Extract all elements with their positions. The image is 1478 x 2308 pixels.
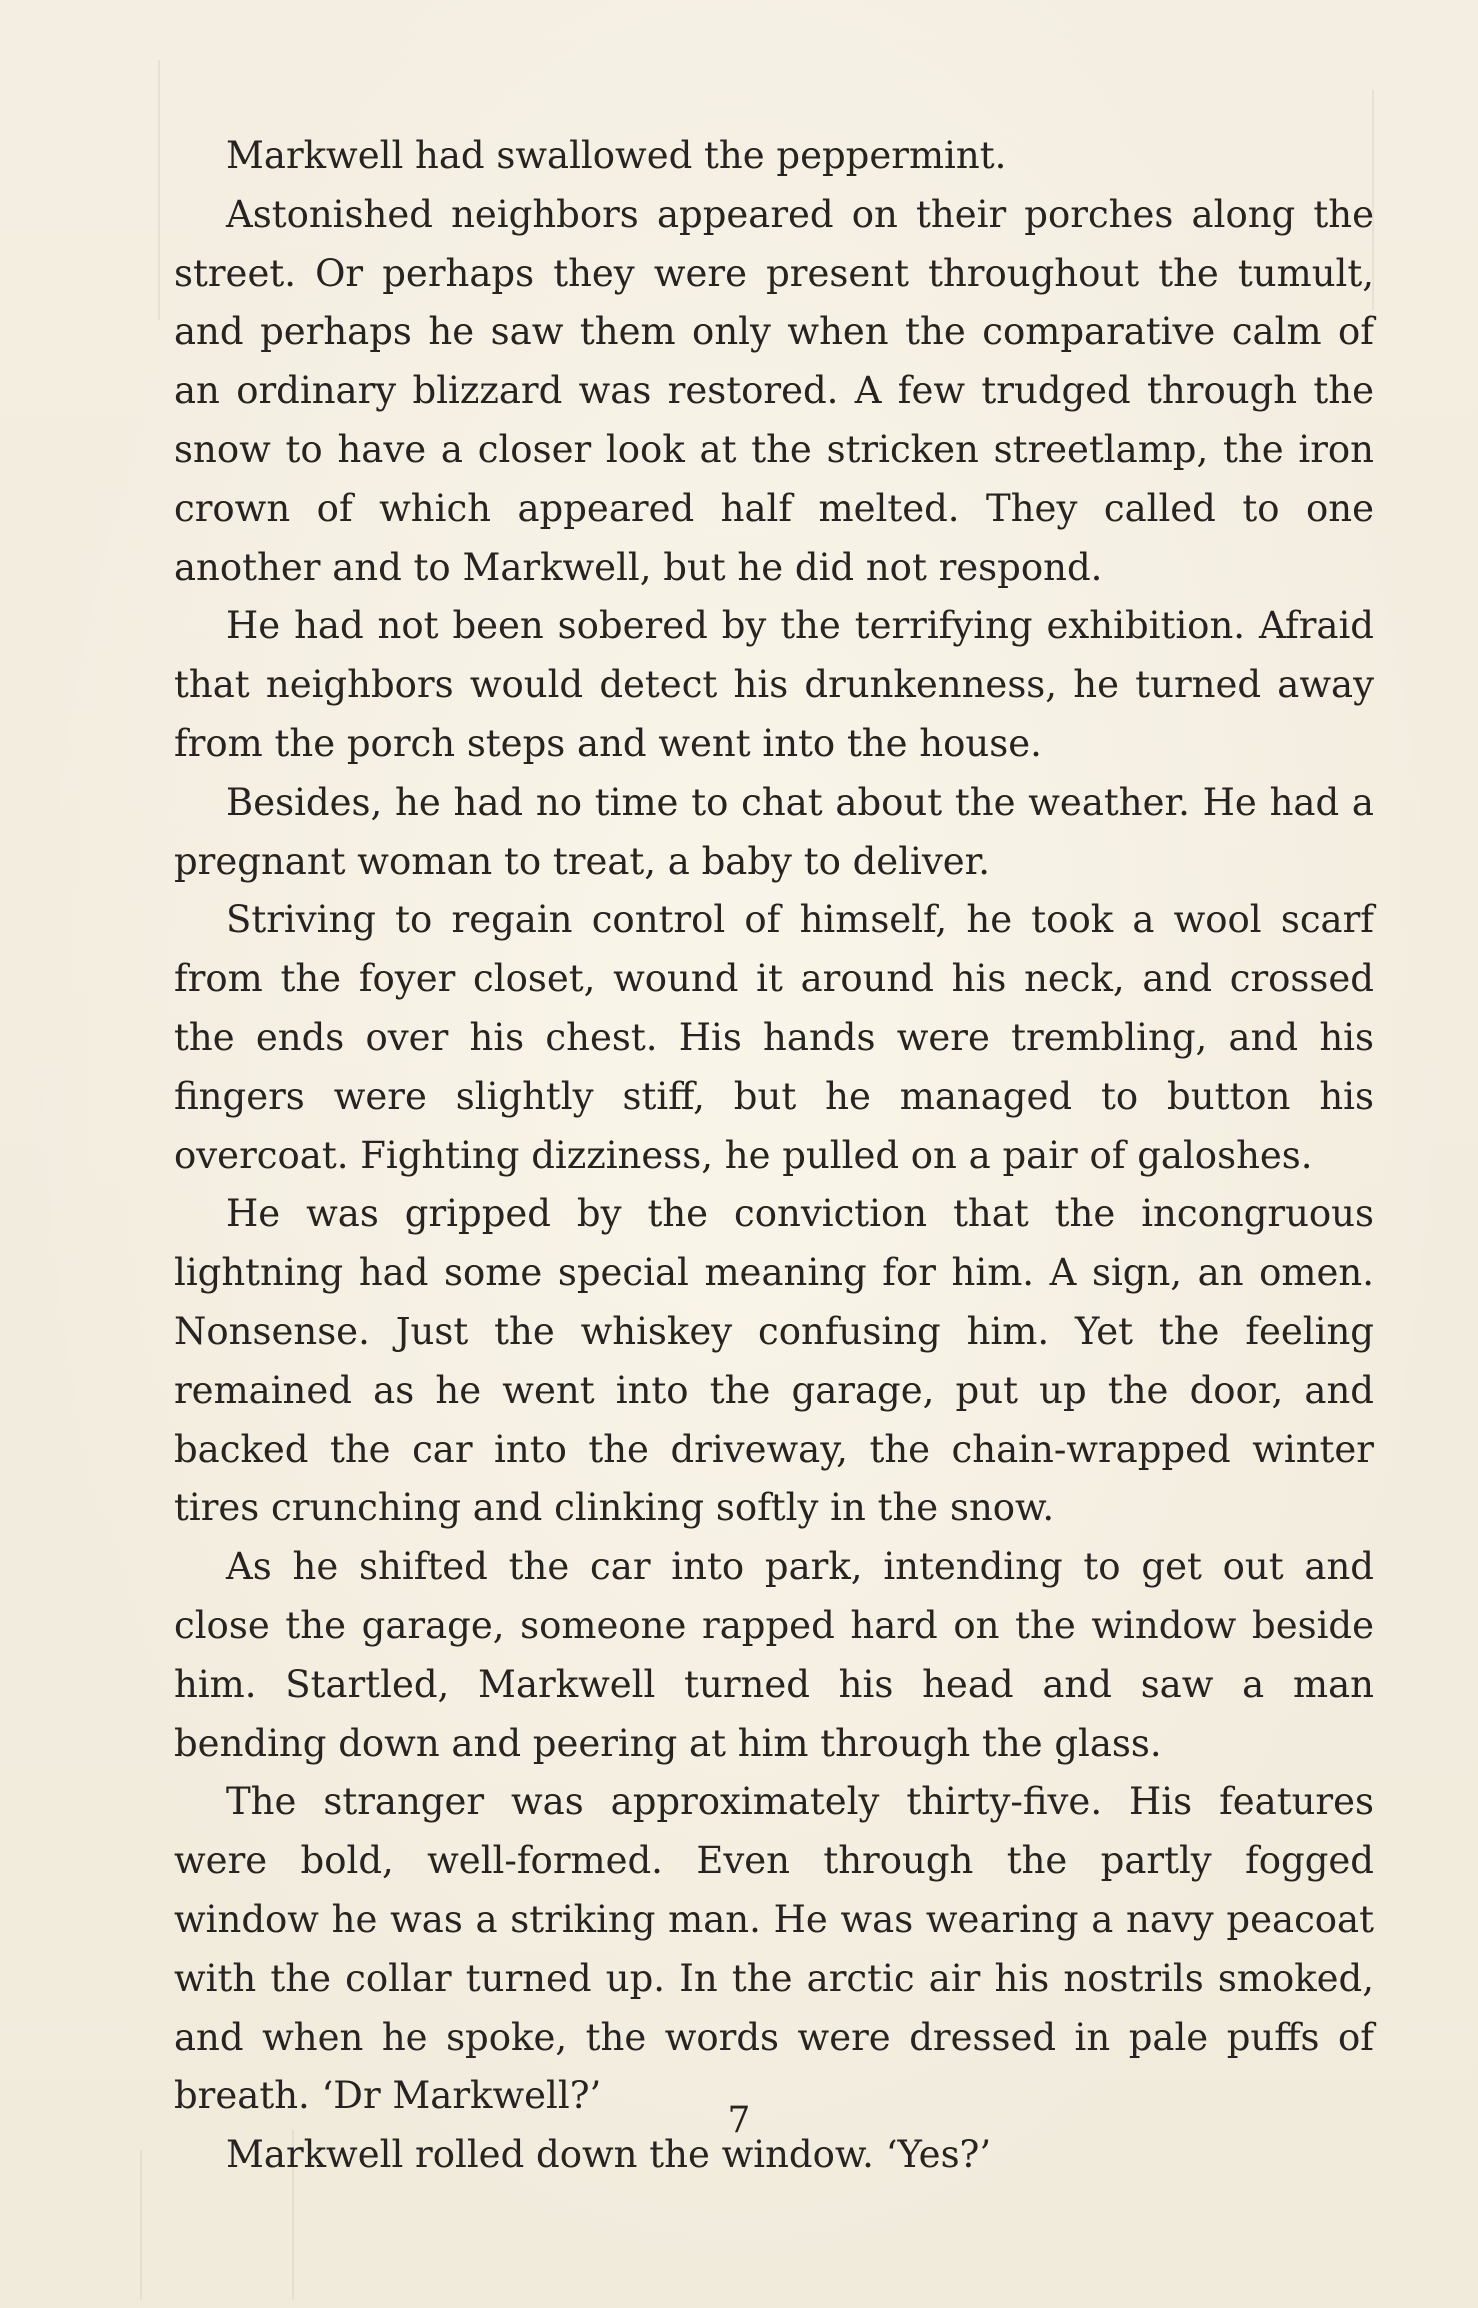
show-through-line <box>158 60 160 320</box>
paragraph: As he shifted the car into park, intending to get out and close the garage, someone rapped hard on the window beside him. Startled, Markwell turned his head and saw a man bending down and peering at him through the glass. <box>174 1545 1374 1765</box>
paragraph: Striving to regain control of himself, he took a wool scarf from the foyer closet, wound it around his neck, and crossed the ends over his chest. His hands were trembling, and his fingers were slightly stiff, but he managed to button his overcoat. Fighting dizziness, he pulled on a pair of galoshes. <box>174 898 1374 1177</box>
body-text <box>174 127 1374 2185</box>
paragraph: The stranger was approximately thirty-five. His features were bold, well-formed. Even through the partly fogged window he was a striking man. He was wearing a navy peacoat with the collar turned up. In the arctic air his nostrils smoked, and when he spoke, the words were dressed in pale puffs of breath. ‘Dr Markwell?’ <box>174 1780 1374 2118</box>
paragraph: He had not been sobered by the terrifying exhibition. Afraid that neighbors would detect his drunkenness, he turned away from the porch steps and went into the house. <box>174 604 1374 765</box>
show-through-line <box>140 2150 142 2300</box>
paragraph: Astonished neighbors appeared on their porches along the street. Or perhaps they were present throughout the tumult, and perhaps he saw them only when the comparative calm of an ordinary blizzard was restored. A few trudged through the snow to have a closer look at the stricken streetlamp, the iron crown of which appeared half melted. They called to one another and to Markwell, but he did not respond. <box>174 192 1374 589</box>
paragraph: He was gripped by the conviction that the incongruous lightning had some special meaning for him. A sign, an omen. Nonsense. Just the whiskey confusing him. Yet the feeling remained as he went into the garage, put up the door, and backed the car into the driveway, the chain-wrapped winter tires crunching and clinking softly in the snow. <box>174 1192 1374 1530</box>
paragraph: Markwell rolled down the window. ‘Yes?’ <box>226 2133 992 2177</box>
paragraph: Besides, he had no time to chat about the weather. He had a pregnant woman to treat, a baby to deliver. <box>174 780 1374 883</box>
page-number: 7 <box>727 2100 751 2141</box>
paragraph: Markwell had swallowed the peppermint. <box>226 134 1007 177</box>
